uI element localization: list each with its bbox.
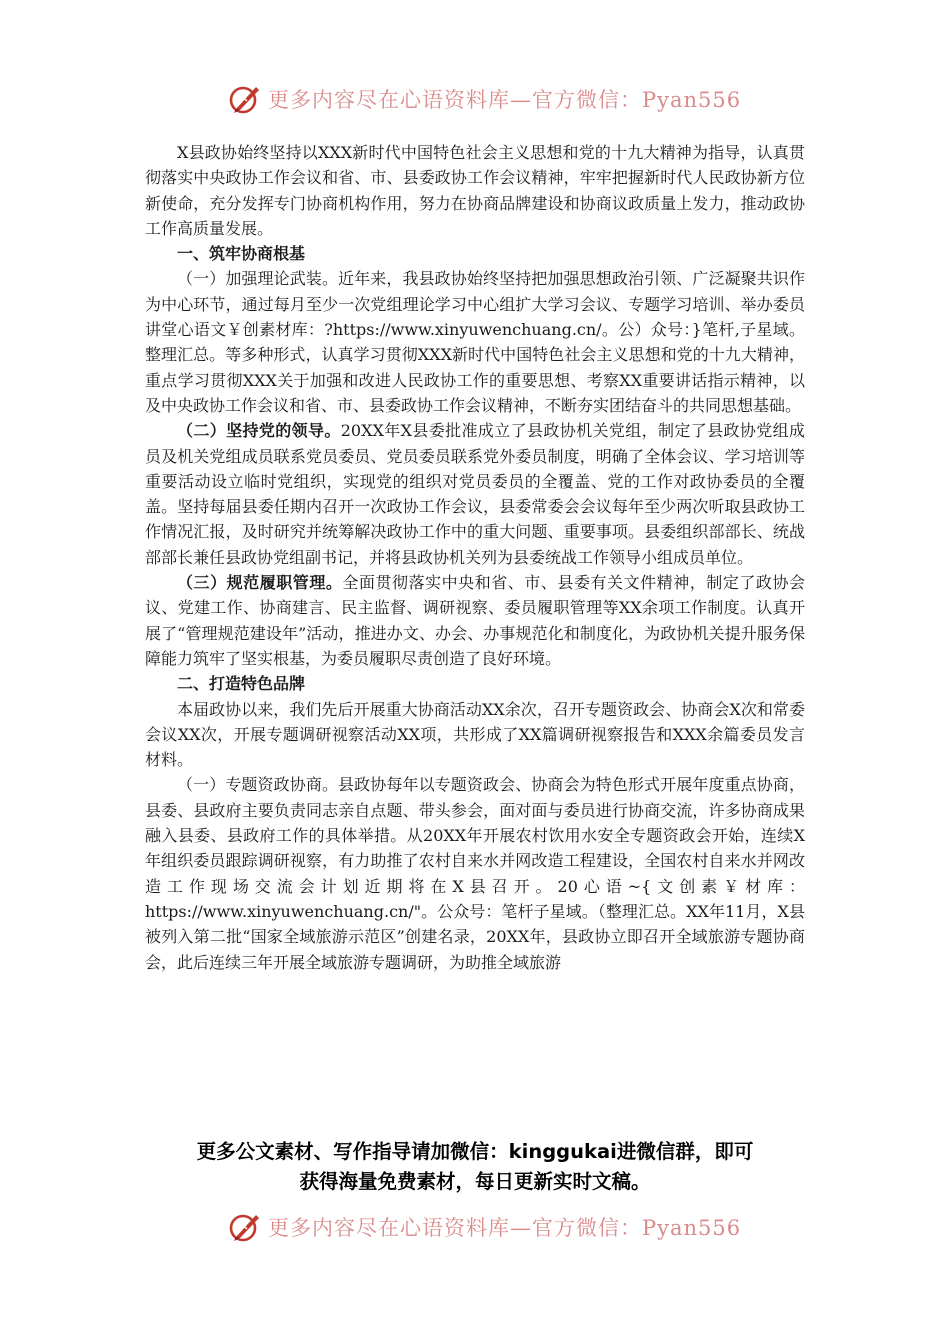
promo-banner [100, 1137, 850, 1197]
section-heading-1: 一、筑牢协商根基 [177, 244, 306, 264]
paragraph-management-title: （三）规范履职管理。 [177, 573, 343, 593]
watermark-header [0, 80, 950, 120]
promo-line-2: 获得海量免费素材，每日更新实时文稿。 [299, 1170, 651, 1193]
section-heading-2: 二、打造特色品牌 [177, 674, 306, 694]
paragraph-consultation: （一）专题资政协商。县政协每年以专题资政会、协商会为特色形式开展年度重点协商，县委、县政府主要负责同志亲自点题、带头参会，面对面与委员进行协商交流，许多协商成果融入县委、县政府工作的具体举措。从20XX年开展农村饮用水安全专题资政会开始，连续X年组织委员跟踪调研视察，有力助推了农村自来水并网改造工程建设，全国农村自来水并网改造工作现场交流会计划近期将在X县召开。20心语~{文创素￥材库：https://www.xinyuwenchuang.cn/"。公众号：笔杆子星域。（整理汇总。XX年11月，X县被列入第二批“国家全域旅游示范区”创建名录，20XX年，县政协立即召开全域旅游专题协商会，此后连续三年开展全域旅游专题调研，为助推全域旅游 [145, 775, 805, 972]
intro-paragraph: X县政协始终坚持以XXX新时代中国特色社会主义思想和党的十九大精神为指导，认真贯彻落实中央政协工作会议和省、市、县委政协工作会议精神，牢牢把握新时代人民政协新方位新使命，充分发挥专门协商机构作用，努力在协商品牌建设和协商议政质量上发力，推动政协工作高质量发展。 [145, 143, 805, 238]
paragraph-summary: 本届政协以来，我们先后开展重大协商活动XX余次，召开专题资政会、协商会X次和常委会议XX次，开展专题调研视察活动XX项，共形成了XX篇调研视察报告和XXX余篇委员发言材料。 [145, 699, 805, 770]
paragraph-management [145, 570, 805, 671]
paragraph-party-leadership-title: （二）坚持党的领导。 [177, 421, 341, 441]
paragraph-management-body: 全面贯彻落实中央和省、市、县委有关文件精神，制定了政协会议、党建工作、协商建言、民主监督、调研视察、委员履职管理等XX余项工作制度。认真开展了“管理规范建设年”活动，推进办文、办会、办事规范化和制度化，为政协机关提升服务保障能力筑牢了坚实根基，为委员履职尽责创造了良好环境。 [145, 573, 805, 668]
pen-logo-icon [228, 1210, 262, 1244]
watermark-text: 更多内容尽在心语资料库—官方微信：Pyan556 [268, 1216, 742, 1240]
pen-logo-icon [228, 82, 262, 116]
watermark-footer [0, 1208, 950, 1248]
promo-line-1: 更多公文素材、写作指导请加微信：kinggukai进微信群，即可 [196, 1140, 754, 1163]
paragraph-theory: （一）加强理论武装。近年来，我县政协始终坚持把加强思想政治引领、广泛凝聚共识作为中心环节，通过每月至少一次党组理论学习中心组扩大学习会议、专题学习培训、举办委员讲堂心语文￥创素材库：?https://www.xinyuwenchuang.cn/。公）众号：}笔杆,子星域。整理汇总。等多种形式，认真学习贯彻XXX新时代中国特色社会主义思想和党的十九大精神，重点学习贯彻XXX关于加强和改进人民政协工作的重要思想、考察XX重要讲话指示精神，以及中央政协工作会议和省、市、县委政协工作会议精神，不断夯实团结奋斗的共同思想基础。 [145, 269, 805, 415]
document-body [145, 140, 805, 975]
watermark-text: 更多内容尽在心语资料库—官方微信：Pyan556 [268, 88, 742, 112]
paragraph-party-leadership-body: 20XX年X县委批准成立了县政协机关党组，制定了县政协党组成员及机关党组成员联系党员委员、党员委员联系党外委员制度，明确了全体会议、学习培训等重要活动设立临时党组织，实现党的组织对党员委员的全覆盖、党的工作对政协委员的全覆盖。坚持每届县委任期内召开一次政协工作会议，县委常委会会议每年至少两次听取县政协工作情况汇报，及时研究并统筹解决政协工作中的重大问题、重要事项。县委组织部部长、统战部部长兼任县政协党组副书记，并将县政协机关列为县委统战工作领导小组成员单位。 [145, 421, 805, 567]
paragraph-party-leadership [145, 418, 805, 570]
